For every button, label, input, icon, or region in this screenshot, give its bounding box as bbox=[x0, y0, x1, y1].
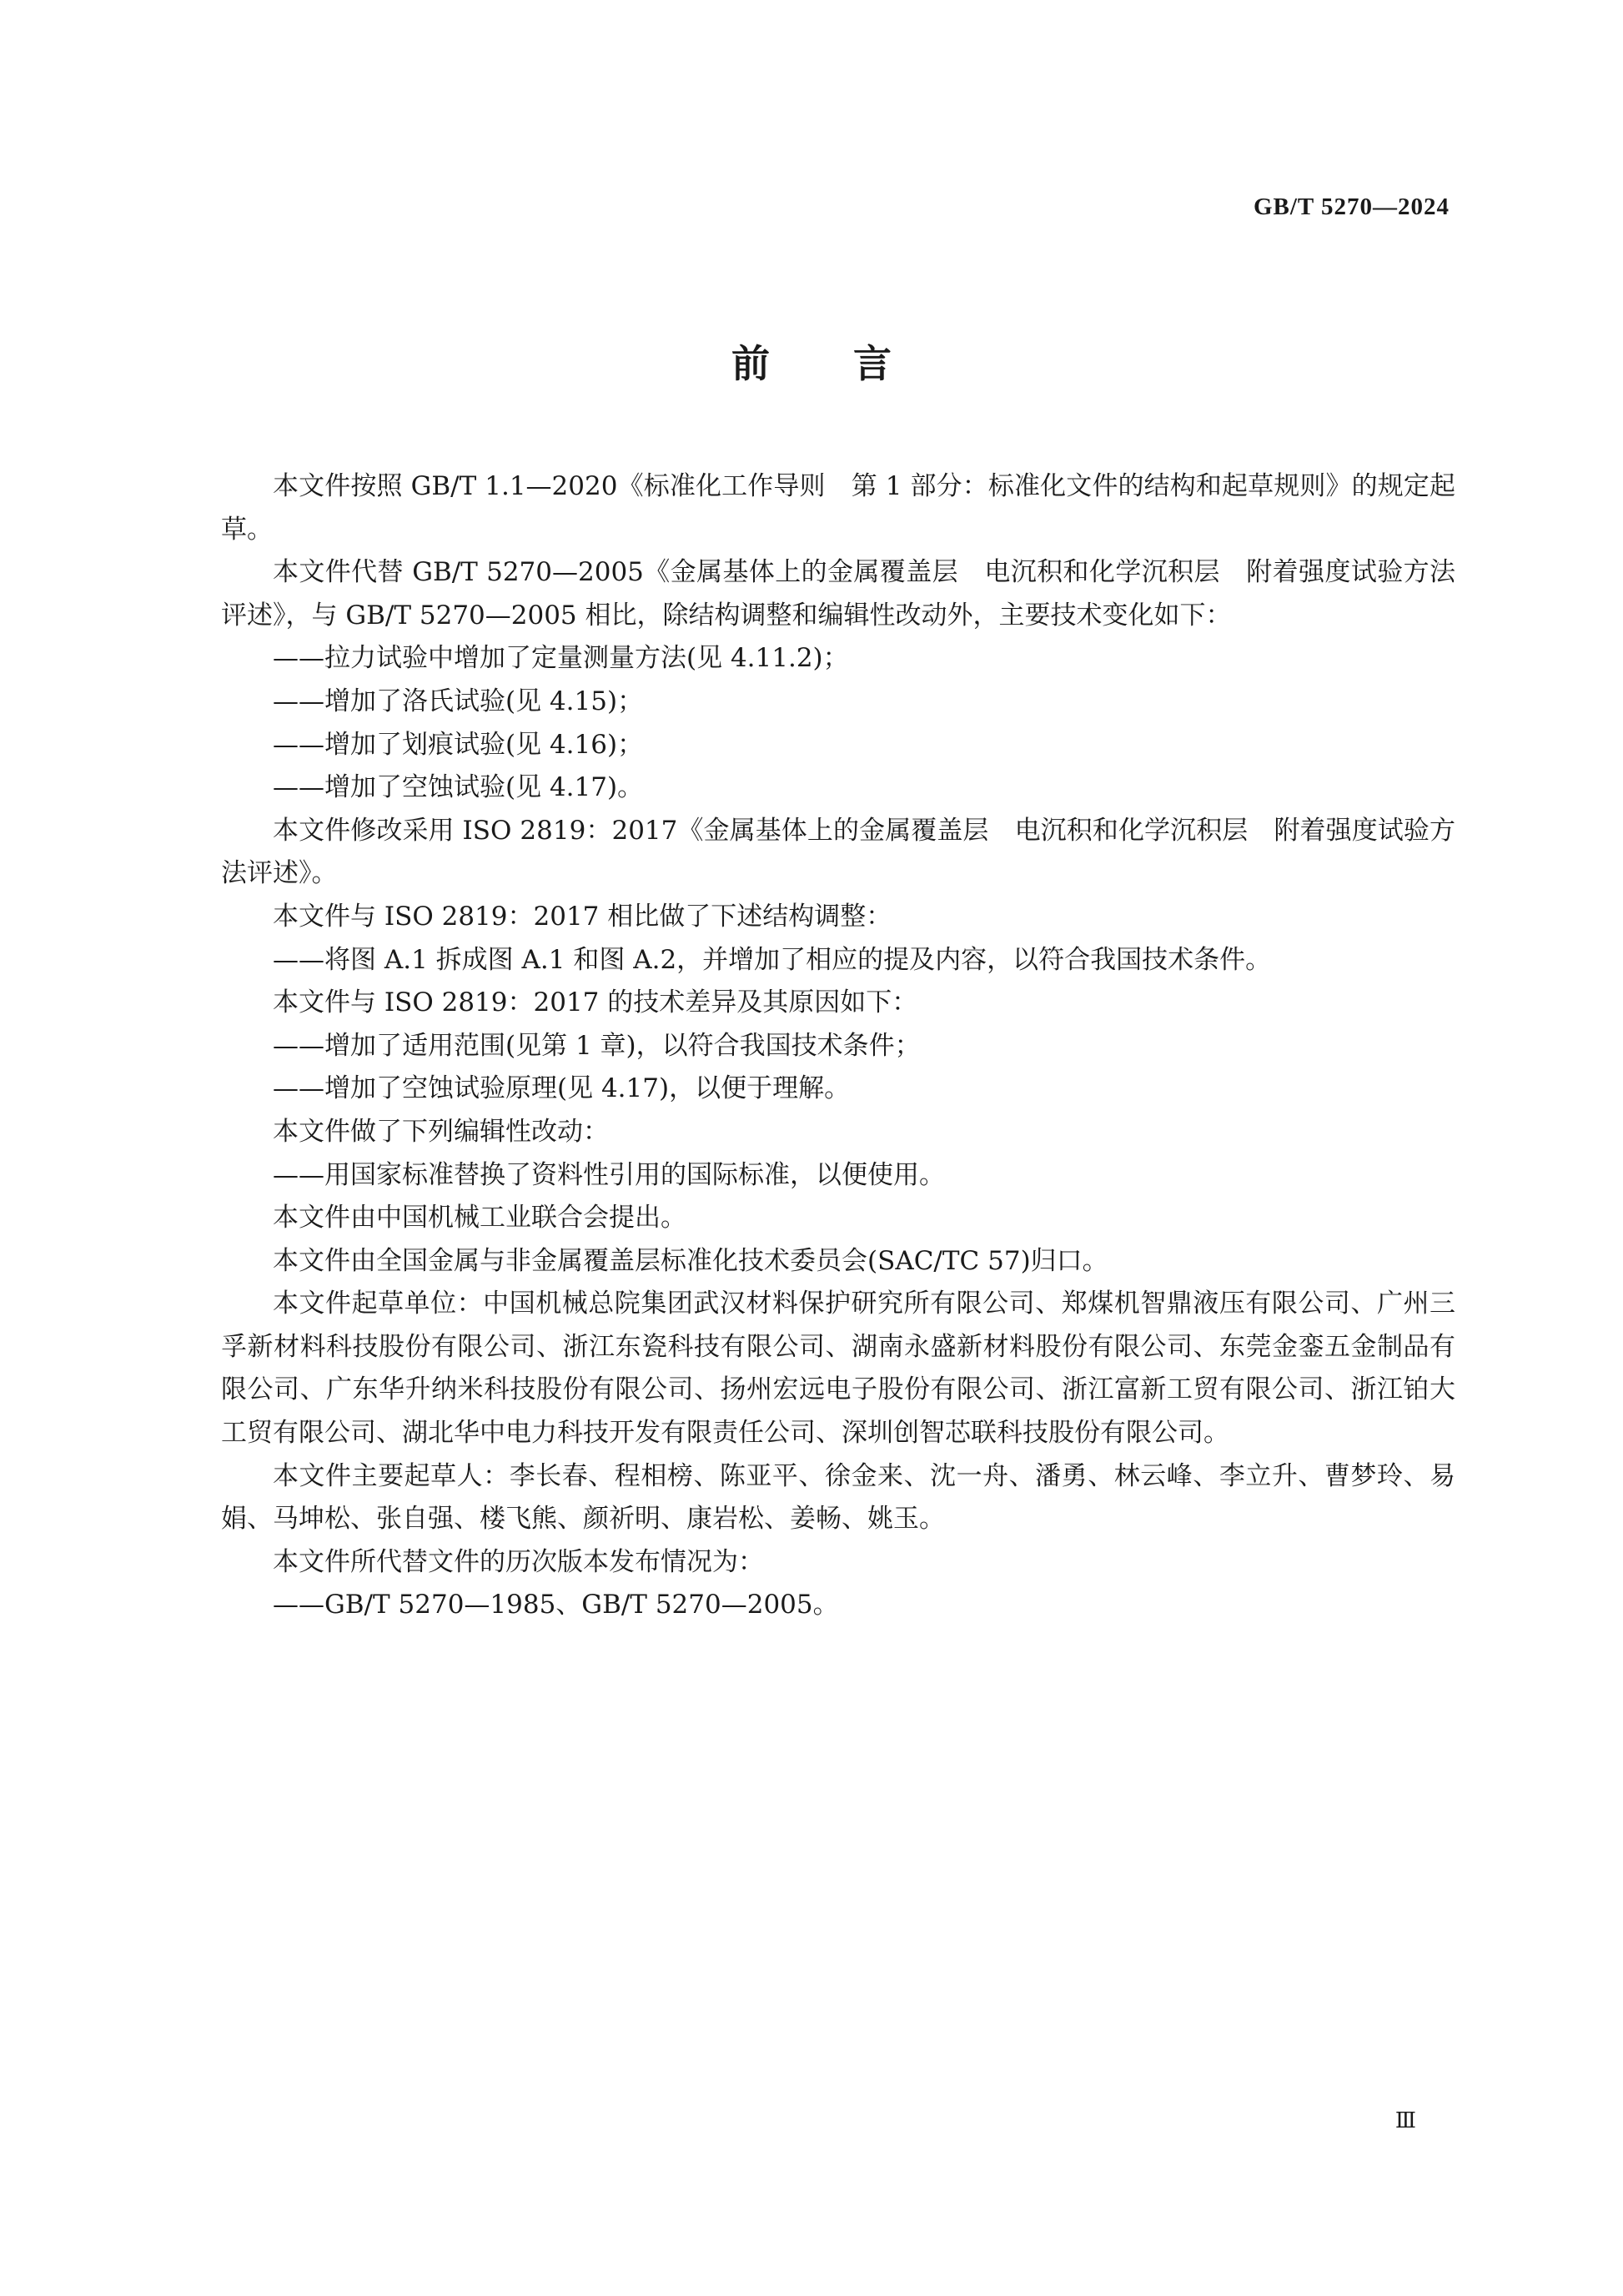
difference-item: ——增加了空蚀试验原理(见 4.17)，以便于理解。 bbox=[273, 1073, 851, 1104]
difference-item: ——增加了适用范围(见第 1 章)，以符合我国技术条件； bbox=[273, 1030, 921, 1061]
page-title: 前言 bbox=[731, 341, 975, 386]
paragraph-adoption: 本文件修改采用 ISO 2819：2017《金属基体上的金属覆盖层 电沉积和化学沉积层 附着强度试验方法评述》。 bbox=[221, 815, 1455, 889]
paragraph-structure-changes: 本文件与 ISO 2819：2017 相比做了下述结构调整： bbox=[273, 901, 892, 932]
paragraph-drafters: 本文件主要起草人：李长春、程相榜、陈亚平、徐金来、沈一舟、潘勇、林云峰、李立升、曹梦玲、易娟、马坤松、张自强、楼飞熊、颜祈明、康岩松、姜畅、姚玉。 bbox=[221, 1460, 1455, 1535]
document-body bbox=[221, 465, 1455, 1627]
paragraph-editorial-changes: 本文件做了下列编辑性改动： bbox=[273, 1116, 609, 1147]
paragraph-technical-differences: 本文件与 ISO 2819：2017 的技术差异及其原因如下： bbox=[273, 987, 918, 1018]
previous-edition-item: ——GB/T 5270—1985、GB/T 5270—2005。 bbox=[273, 1590, 839, 1620]
change-item: ——增加了洛氏试验(见 4.15)； bbox=[273, 686, 644, 716]
change-item: ——增加了空蚀试验(见 4.17)。 bbox=[273, 772, 644, 803]
paragraph-proposed-by: 本文件由中国机械工业联合会提出。 bbox=[273, 1203, 686, 1233]
paragraph-drafting-rules: 本文件按照 GB/T 1.1—2020《标准化工作导则 第 1 部分：标准化文件的结构和起草规则》的规定起草。 bbox=[221, 471, 1455, 545]
paragraph-previous-editions: 本文件所代替文件的历次版本发布情况为： bbox=[273, 1546, 764, 1577]
paragraph-drafting-units: 本文件起草单位：中国机械总院集团武汉材料保护研究所有限公司、郑煤机智鼎液压有限公司、广州三孚新材料科技股份有限公司、浙江东瓷科技有限公司、湖南永盛新材料股份有限公司、东莞金銮五金制品有限公司、广东华升纳米科技股份有限公司、扬州宏远电子股份有限公司、浙江富新工贸有限公司、浙江铂大工贸有限公司、湖北华中电力科技开发有限责任公司、深圳创智芯联科技股份有限公司。 bbox=[221, 1289, 1455, 1449]
change-item: ——增加了划痕试验(见 4.16)； bbox=[273, 729, 644, 760]
page-number: Ⅲ bbox=[1394, 2108, 1416, 2133]
paragraph-centralized-by: 本文件由全国金属与非金属覆盖层标准化技术委员会(SAC/TC 57)归口。 bbox=[273, 1245, 1108, 1276]
standard-code: GB/T 5270—2024 bbox=[1253, 193, 1450, 220]
change-item: ——拉力试验中增加了定量测量方法(见 4.11.2)； bbox=[273, 643, 849, 674]
paragraph-replaces: 本文件代替 GB/T 5270—2005《金属基体上的金属覆盖层 电沉积和化学沉积层 附着强度试验方法评述》，与 GB/T 5270—2005 相比，除结构调整和编辑性改动外，主要技术变化如下： bbox=[221, 557, 1455, 631]
editorial-change-item: ——用国家标准替换了资料性引用的国际标准，以便使用。 bbox=[273, 1159, 945, 1190]
structure-change-item: ——将图 A.1 拆成图 A.1 和图 A.2，并增加了相应的提及内容，以符合我国技术条件。 bbox=[273, 944, 1272, 975]
